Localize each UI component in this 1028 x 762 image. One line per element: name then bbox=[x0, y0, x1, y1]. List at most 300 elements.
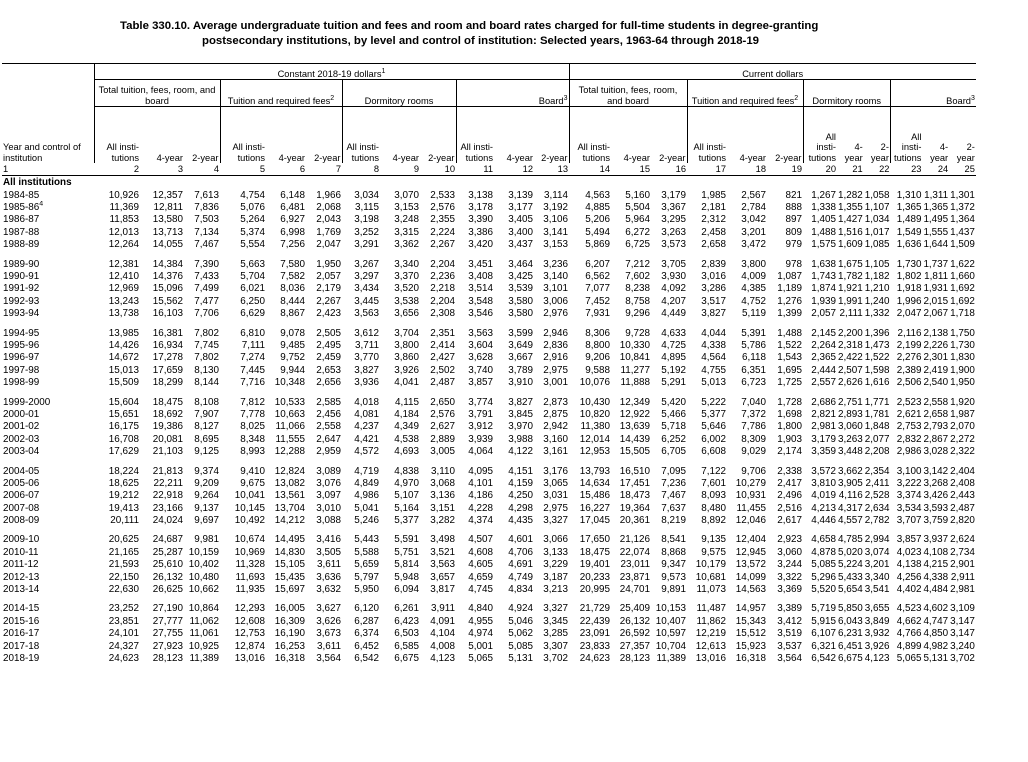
table-cell: 1,921 bbox=[838, 283, 863, 295]
table-cell: 23,166 bbox=[152, 502, 183, 514]
table-cell: 3,369 bbox=[777, 584, 802, 596]
row-year: 2001-02 bbox=[3, 421, 40, 433]
table-cell: 3,970 bbox=[508, 421, 533, 433]
table-cell: 4,766 bbox=[896, 628, 922, 640]
table-cell: 2,204 bbox=[430, 258, 455, 270]
table-cell: 1,543 bbox=[777, 352, 802, 364]
table-cell: 3,229 bbox=[543, 559, 568, 571]
column-number: 19 bbox=[767, 163, 803, 176]
table-cell: 9,573 bbox=[661, 571, 686, 583]
four-year-subheader: 4-year bbox=[506, 152, 533, 163]
table-cell: 7,274 bbox=[240, 352, 265, 364]
table-cell: 6,481 bbox=[280, 202, 305, 214]
table-cell: 2,557 bbox=[811, 377, 836, 389]
table-cell: 12,613 bbox=[695, 640, 726, 652]
table-cell: 2,793 bbox=[923, 421, 949, 433]
table-cell: 12,945 bbox=[735, 546, 766, 558]
table-cell: 1,365 bbox=[923, 202, 949, 214]
table-cell: 5,494 bbox=[585, 226, 610, 238]
table-cell: 24,623 bbox=[108, 652, 139, 664]
table-cell: 6,107 bbox=[811, 628, 836, 640]
table-cell: 6,810 bbox=[240, 327, 265, 339]
table-cell: 3,800 bbox=[394, 339, 419, 351]
table-cell: 4,213 bbox=[811, 502, 836, 514]
table-cell: 4,557 bbox=[838, 515, 863, 527]
table-cell: 2,272 bbox=[950, 433, 975, 445]
row-year: 1988-89 bbox=[3, 239, 40, 251]
table-cell: 4,317 bbox=[838, 502, 863, 514]
table-cell: 4,834 bbox=[508, 584, 533, 596]
table-cell: 7,212 bbox=[625, 258, 650, 270]
table-cell: 5,964 bbox=[625, 214, 650, 226]
table-row bbox=[2, 270, 976, 282]
table-cell: 1,950 bbox=[950, 377, 975, 389]
table-cell: 4,838 bbox=[394, 465, 419, 477]
table-cell: 2,911 bbox=[950, 571, 975, 583]
table-cell: 1,811 bbox=[924, 271, 949, 283]
table-cell: 5,719 bbox=[811, 603, 836, 615]
table-cell: 23,833 bbox=[579, 640, 610, 652]
table-cell: 4,633 bbox=[661, 327, 686, 339]
table-cell: 4,840 bbox=[468, 603, 493, 615]
table-cell: 9,374 bbox=[194, 465, 219, 477]
table-cell: 8,867 bbox=[280, 308, 305, 320]
table-cell: 7,745 bbox=[194, 339, 219, 351]
table-cell: 7,452 bbox=[585, 295, 610, 307]
table-row bbox=[2, 295, 976, 307]
table-cell: 17,650 bbox=[579, 534, 610, 546]
table-cell: 4,523 bbox=[896, 603, 922, 615]
table-cell: 9,891 bbox=[661, 584, 686, 596]
table-cell: 2,496 bbox=[777, 490, 802, 502]
table-cell: 3,327 bbox=[543, 515, 568, 527]
table-cell: 2,656 bbox=[316, 377, 341, 389]
table-cell: 4,706 bbox=[508, 546, 533, 558]
table-cell: 17,278 bbox=[152, 352, 183, 364]
table-row bbox=[2, 352, 976, 364]
table-cell: 1,644 bbox=[923, 239, 949, 251]
table-cell: 3,110 bbox=[431, 465, 455, 477]
column-number: 3 bbox=[140, 163, 184, 176]
table-cell: 3,031 bbox=[543, 490, 568, 502]
table-cell: 14,376 bbox=[152, 271, 183, 283]
table-cell: 8,127 bbox=[194, 421, 219, 433]
table-cell: 6,562 bbox=[585, 271, 610, 283]
table-cell: 3,400 bbox=[508, 226, 533, 238]
table-cell: 4,081 bbox=[354, 408, 379, 420]
table-cell: 7,256 bbox=[280, 239, 305, 251]
table-cell: 14,426 bbox=[108, 339, 139, 351]
table-cell: 1,996 bbox=[896, 295, 922, 307]
table-cell: 26,132 bbox=[619, 615, 650, 627]
row-year: 2015-16 bbox=[3, 615, 40, 627]
table-cell: 3,362 bbox=[394, 239, 419, 251]
table-cell: 16,708 bbox=[108, 433, 139, 445]
table-cell: 4,749 bbox=[508, 571, 533, 583]
row-year: 1994-95 bbox=[3, 327, 40, 339]
table-cell: 3,759 bbox=[923, 515, 949, 527]
table-cell: 3,626 bbox=[316, 615, 341, 627]
table-cell: 2,734 bbox=[950, 546, 975, 558]
table-cell: 11,328 bbox=[235, 559, 265, 571]
table-cell: 1,636 bbox=[896, 239, 922, 251]
table-cell: 5,065 bbox=[896, 652, 922, 664]
table-cell: 10,480 bbox=[188, 571, 219, 583]
group-spacer bbox=[2, 527, 976, 534]
table-cell: 2,145 bbox=[811, 327, 836, 339]
table-cell: 6,451 bbox=[838, 640, 863, 652]
table-cell: 3,539 bbox=[508, 283, 533, 295]
table-cell: 2,942 bbox=[543, 421, 568, 433]
table-cell: 7,601 bbox=[701, 477, 726, 489]
table-cell: 12,288 bbox=[274, 446, 305, 458]
table-cell: 5,814 bbox=[394, 559, 419, 571]
curr-total-header: Total tuition, fees, room, and board bbox=[569, 80, 687, 107]
table-cell: 15,105 bbox=[274, 559, 305, 571]
table-cell: 1,437 bbox=[950, 226, 975, 238]
table-cell: 2,627 bbox=[430, 421, 455, 433]
table-cell: 7,602 bbox=[625, 271, 650, 283]
table-cell: 16,318 bbox=[274, 652, 305, 664]
table-cell: 10,674 bbox=[234, 534, 265, 546]
table-cell: 10,402 bbox=[188, 559, 219, 571]
row-year: 2007-08 bbox=[3, 502, 40, 514]
table-cell: 3,656 bbox=[394, 308, 419, 320]
table-cell: 15,505 bbox=[619, 446, 650, 458]
table-cell: 4,250 bbox=[508, 490, 533, 502]
table-cell: 24,701 bbox=[619, 584, 650, 596]
table-row bbox=[2, 339, 976, 351]
table-cell: 12,410 bbox=[108, 271, 139, 283]
table-cell: 14,634 bbox=[579, 477, 610, 489]
table-cell: 3,702 bbox=[950, 652, 975, 664]
table-cell: 3,541 bbox=[864, 584, 890, 596]
table-row bbox=[2, 308, 976, 320]
table-cell: 3,932 bbox=[864, 628, 890, 640]
table-cell: 4,449 bbox=[661, 308, 686, 320]
table-cell: 2,505 bbox=[316, 327, 341, 339]
table-cell: 9,078 bbox=[280, 327, 305, 339]
table-cell: 2,576 bbox=[430, 202, 455, 214]
table-cell: 3,437 bbox=[508, 239, 533, 251]
table-cell: 5,119 bbox=[742, 308, 766, 320]
table-cell: 8,444 bbox=[280, 295, 305, 307]
table-cell: 1,920 bbox=[950, 396, 975, 408]
table-cell: 2,626 bbox=[838, 377, 863, 389]
table-title-line1: Average undergraduate tuition and fees and room and board rates charged for full-time students in degree-granting bbox=[192, 20, 819, 32]
table-cell: 12,349 bbox=[619, 396, 650, 408]
table-cell: 1,405 bbox=[811, 214, 836, 226]
table-cell: 4,104 bbox=[430, 628, 455, 640]
table-cell: 2,138 bbox=[923, 327, 949, 339]
table-cell: 2,528 bbox=[864, 490, 890, 502]
table-cell: 3,322 bbox=[777, 571, 802, 583]
data-table bbox=[2, 63, 976, 665]
table-cell: 7,931 bbox=[585, 308, 610, 320]
table-cell: 3,370 bbox=[394, 271, 419, 283]
table-cell: 3,707 bbox=[896, 515, 922, 527]
table-row bbox=[2, 477, 976, 489]
row-year: 1993-94 bbox=[3, 308, 40, 320]
table-cell: 8,093 bbox=[701, 490, 726, 502]
table-cell: 3,297 bbox=[354, 271, 379, 283]
table-cell: 2,199 bbox=[896, 339, 922, 351]
table-cell: 9,264 bbox=[194, 490, 219, 502]
table-cell: 18,475 bbox=[152, 396, 183, 408]
two-year-subheader: 2-year bbox=[659, 152, 686, 163]
table-cell: 1,488 bbox=[777, 327, 802, 339]
table-cell: 3,464 bbox=[508, 258, 533, 270]
table-cell: 8,800 bbox=[585, 339, 610, 351]
table-cell: 3,704 bbox=[394, 327, 419, 339]
table-cell: 12,874 bbox=[234, 640, 265, 652]
table-cell: 3,138 bbox=[468, 189, 493, 201]
table-cell: 3,240 bbox=[950, 640, 975, 652]
table-cell: 16,309 bbox=[274, 615, 305, 627]
row-year: 1991-92 bbox=[3, 283, 40, 295]
table-cell: 5,160 bbox=[625, 189, 650, 201]
table-cell: 2,365 bbox=[811, 352, 836, 364]
table-cell: 7,716 bbox=[240, 377, 265, 389]
table-cell: 8,025 bbox=[240, 421, 265, 433]
table-cell: 2,414 bbox=[430, 339, 455, 351]
table-cell: 3,060 bbox=[777, 546, 802, 558]
four-year-subheader: 4- year bbox=[844, 142, 863, 163]
table-cell: 2,946 bbox=[543, 327, 568, 339]
table-cell: 4,402 bbox=[896, 584, 922, 596]
table-cell: 1,966 bbox=[316, 189, 341, 201]
table-cell: 3,291 bbox=[354, 239, 379, 251]
table-cell: 4,899 bbox=[896, 640, 922, 652]
table-cell: 3,177 bbox=[508, 202, 533, 214]
table-cell: 4,385 bbox=[741, 283, 766, 295]
table-cell: 2,458 bbox=[701, 226, 726, 238]
table-cell: 6,118 bbox=[742, 352, 766, 364]
table-cell: 1,737 bbox=[923, 258, 949, 270]
table-cell: 1,698 bbox=[777, 408, 802, 420]
table-cell: 5,377 bbox=[701, 408, 726, 420]
table-cell: 20,361 bbox=[619, 515, 650, 527]
table-cell: 3,201 bbox=[864, 559, 890, 571]
table-cell: 4,008 bbox=[430, 640, 455, 652]
table-cell: 3,573 bbox=[661, 239, 686, 251]
table-cell: 3,060 bbox=[838, 421, 863, 433]
table-cell: 1,210 bbox=[864, 283, 890, 295]
table-cell: 11,062 bbox=[189, 615, 219, 627]
table-cell: 9,588 bbox=[585, 364, 610, 376]
table-cell: 4,484 bbox=[923, 584, 949, 596]
table-cell: 6,094 bbox=[394, 584, 419, 596]
table-cell: 3,930 bbox=[661, 271, 686, 283]
table-cell: 13,793 bbox=[579, 465, 610, 477]
table-cell: 8,144 bbox=[194, 377, 219, 389]
table-cell: 3,434 bbox=[354, 283, 379, 295]
table-cell: 1,903 bbox=[777, 433, 802, 445]
table-cell: 18,692 bbox=[152, 408, 183, 420]
table-cell: 9,675 bbox=[240, 477, 265, 489]
column-number: 23 bbox=[890, 163, 922, 176]
table-cell: 2,116 bbox=[897, 327, 922, 339]
table-cell: 19,212 bbox=[108, 490, 139, 502]
row-year: 2012-13 bbox=[3, 571, 40, 583]
table-cell: 3,390 bbox=[468, 214, 493, 226]
table-title bbox=[120, 19, 1000, 49]
table-cell: 9,706 bbox=[741, 465, 766, 477]
table-cell: 1,991 bbox=[838, 295, 863, 307]
table-row bbox=[2, 258, 976, 270]
table-cell: 10,841 bbox=[619, 352, 650, 364]
two-year-subheader: 2- year bbox=[870, 142, 889, 163]
table-cell: 3,667 bbox=[508, 352, 533, 364]
column-number: 24 bbox=[922, 163, 949, 176]
table-row bbox=[2, 433, 976, 445]
table-cell: 10,820 bbox=[579, 408, 610, 420]
table-cell: 3,420 bbox=[468, 239, 493, 251]
two-year-subheader: 2-year bbox=[314, 152, 341, 163]
table-cell: 1,750 bbox=[950, 327, 975, 339]
table-cell: 3,988 bbox=[508, 433, 533, 445]
table-cell: 21,103 bbox=[152, 446, 183, 458]
table-cell: 5,085 bbox=[811, 559, 836, 571]
table-cell: 5,751 bbox=[394, 546, 419, 558]
table-cell: 4,955 bbox=[468, 615, 493, 627]
table-cell: 809 bbox=[785, 226, 802, 238]
table-cell: 6,423 bbox=[394, 615, 419, 627]
table-cell: 8,108 bbox=[194, 396, 219, 408]
table-cell: 11,389 bbox=[656, 652, 686, 664]
column-number: 4 bbox=[184, 163, 220, 176]
table-cell: 9,981 bbox=[194, 534, 219, 546]
table-cell: 3,580 bbox=[508, 295, 533, 307]
table-cell: 2,459 bbox=[316, 352, 341, 364]
table-cell: 7,445 bbox=[240, 364, 265, 376]
table-cell: 4,184 bbox=[394, 408, 419, 420]
table-cell: 5,085 bbox=[508, 640, 533, 652]
table-cell: 10,492 bbox=[234, 515, 265, 527]
table-cell: 2,784 bbox=[741, 202, 766, 214]
table-row bbox=[2, 571, 976, 583]
table-cell: 4,338 bbox=[701, 339, 726, 351]
table-cell: 1,771 bbox=[864, 396, 890, 408]
table-cell: 7,582 bbox=[280, 271, 305, 283]
table-cell: 2,226 bbox=[923, 339, 949, 351]
table-cell: 4,122 bbox=[508, 446, 533, 458]
table-cell: 3,179 bbox=[661, 189, 686, 201]
all-institutions-subheader: All insti- tutions bbox=[803, 107, 837, 164]
row-year: 1996-97 bbox=[3, 352, 40, 364]
table-cell: 3,702 bbox=[543, 652, 568, 664]
table-cell: 4,298 bbox=[508, 502, 533, 514]
table-cell: 3,628 bbox=[468, 352, 493, 364]
table-cell: 3,315 bbox=[394, 226, 419, 238]
table-cell: 4,691 bbox=[508, 559, 533, 571]
table-cell: 3,789 bbox=[508, 364, 533, 376]
table-cell: 24,024 bbox=[152, 515, 183, 527]
table-cell: 6,002 bbox=[701, 433, 726, 445]
table-cell: 2,322 bbox=[950, 446, 975, 458]
table-cell: 4,421 bbox=[354, 433, 379, 445]
table-cell: 4,374 bbox=[468, 515, 493, 527]
table-cell: 1,182 bbox=[864, 271, 890, 283]
table-cell: 17,629 bbox=[108, 446, 139, 458]
table-cell: 15,651 bbox=[108, 408, 139, 420]
table-cell: 2,839 bbox=[701, 258, 726, 270]
table-cell: 10,076 bbox=[579, 377, 610, 389]
table-cell: 1,509 bbox=[950, 239, 975, 251]
table-cell: 20,995 bbox=[579, 584, 610, 596]
group-spacer bbox=[2, 320, 976, 327]
table-cell: 21,813 bbox=[152, 465, 183, 477]
table-cell: 5,948 bbox=[394, 571, 419, 583]
table-cell: 10,159 bbox=[188, 546, 219, 558]
table-cell: 14,055 bbox=[152, 239, 183, 251]
table-cell: 4,095 bbox=[468, 465, 493, 477]
table-cell: 9,752 bbox=[280, 352, 305, 364]
table-cell: 22,439 bbox=[579, 615, 610, 627]
table-cell: 7,467 bbox=[194, 239, 219, 251]
column-number: 5 bbox=[220, 163, 266, 176]
table-cell: 7,778 bbox=[240, 408, 265, 420]
table-cell: 3,147 bbox=[950, 628, 975, 640]
table-cell: 3,548 bbox=[468, 295, 493, 307]
table-cell: 1,522 bbox=[864, 352, 890, 364]
group-spacer bbox=[2, 596, 976, 603]
all-institutions-subheader: All insti- tutions bbox=[687, 107, 727, 164]
table-cell: 1,399 bbox=[777, 308, 802, 320]
all-institutions-subheader: All insti- tutions bbox=[456, 107, 494, 164]
table-cell: 13,016 bbox=[695, 652, 726, 664]
table-cell: 1,332 bbox=[864, 308, 890, 320]
table-cell: 11,862 bbox=[696, 615, 726, 627]
table-cell: 18,475 bbox=[579, 546, 610, 558]
column-number: 20 bbox=[803, 163, 837, 176]
table-cell: 3,213 bbox=[543, 584, 568, 596]
table-cell: 3,937 bbox=[923, 534, 949, 546]
table-cell: 21,729 bbox=[579, 603, 610, 615]
header-corner-mid bbox=[2, 80, 94, 107]
table-cell: 4,123 bbox=[864, 652, 890, 664]
row-year: 1997-98 bbox=[3, 364, 40, 376]
row-year: 1986-87 bbox=[3, 214, 40, 226]
table-cell: 3,089 bbox=[316, 465, 341, 477]
row-year: 2018-19 bbox=[3, 652, 40, 664]
table-cell: 3,662 bbox=[838, 465, 863, 477]
table-cell: 12,013 bbox=[108, 226, 139, 238]
table-cell: 3,151 bbox=[430, 502, 455, 514]
table-cell: 3,498 bbox=[430, 534, 455, 546]
table-cell: 3,740 bbox=[468, 364, 493, 376]
table-cell: 2,686 bbox=[811, 396, 836, 408]
table-cell: 3,222 bbox=[896, 477, 922, 489]
table-cell: 2,276 bbox=[896, 352, 922, 364]
table-cell: 3,580 bbox=[508, 308, 533, 320]
table-cell: 7,095 bbox=[661, 465, 686, 477]
table-cell: 4,602 bbox=[923, 603, 949, 615]
table-cell: 3,705 bbox=[661, 258, 686, 270]
table-cell: 15,013 bbox=[108, 364, 139, 376]
table-cell: 1,622 bbox=[950, 258, 975, 270]
table-cell: 3,538 bbox=[394, 295, 419, 307]
table-row bbox=[2, 546, 976, 558]
table-row bbox=[2, 445, 976, 457]
table-cell: 10,041 bbox=[234, 490, 265, 502]
table-cell: 5,391 bbox=[741, 327, 766, 339]
four-year-subheader: 4-year bbox=[278, 152, 305, 163]
table-cell: 8,758 bbox=[625, 295, 650, 307]
table-cell: 3,345 bbox=[543, 615, 568, 627]
two-year-subheader: 2-year bbox=[775, 152, 802, 163]
column-number: 8 bbox=[342, 163, 380, 176]
